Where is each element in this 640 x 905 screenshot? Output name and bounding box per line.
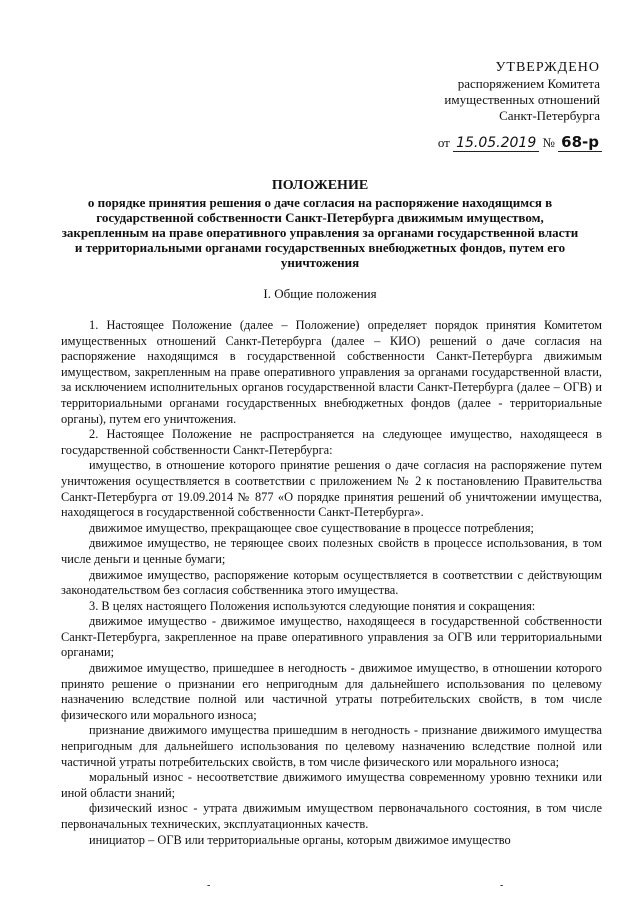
paragraph: движимое имущество, не теряющее своих полезных свойств в процессе использования, в том числе деньги и ценные бумаги;: [61, 536, 602, 566]
approval-heading: УТВЕРЖДЕНО: [495, 60, 600, 75]
number-label: №: [542, 135, 555, 150]
approval-stamp: [444, 60, 600, 124]
scan-mark: -: [207, 880, 211, 891]
paragraph: признание движимого имущества пришедшим в негодность - признание движимого имущества непригодным для дальнейшего использования по целевому назначению вследствие полной или частичной утраты потребительских свойств, в том числе физического или морального износа;: [61, 723, 602, 769]
title-main: ПОЛОЖЕНИЕ: [271, 178, 369, 193]
document-body: [61, 318, 602, 848]
approval-line-1: распоряжением Комитета: [457, 76, 600, 91]
paragraph: движимое имущество, прекращающее свое существование в процессе потребления;: [89, 520, 534, 535]
paragraph: 3. В целях настоящего Положения используются следующие понятия и сокращения:: [89, 598, 536, 613]
paragraph: инициатор – ОГВ или территориальные органы, которым движимое имущество: [89, 832, 511, 847]
paragraph: имущество, в отношение которого принятие решения о даче согласия на распоряжение путем уничтожения осуществляется в соответствии с приложением № 2 к постановлению Правительства Санкт-Петербурга от 19.09.2014 № 877 «О порядке принятия решений об уничтожении имущества, находящегося в государственной собственности Санкт-Петербурга».: [61, 458, 602, 520]
paragraph: 1. Настоящее Положение (далее – Положение) определяет порядок принятия Комитетом имущественных отношений Санкт-Петербурга (далее – КИО) решений о даче согласия на распоряжение находящимся в государственной собственности Санкт-Петербурга движимым имуществом, закрепленным на праве оперативного управления за органами государственной власти, за исключением исполнительных органов государственной власти Санкт-Петербурга (далее – ОГВ) и территориальными органами государственных внебюджетных фондов (далее - территориальные органы), путем его уничтожения.: [61, 318, 602, 426]
order-number: 68-р: [558, 133, 602, 152]
title-subtitle: о порядке принятия решения о даче согласия на распоряжение находящимся в государственной собственности Санкт-Петербурга движимым имуществом, закрепленным на праве оперативного управления за органами государственной власти и территориальными органами государственных внебюджетных фондов, путем его уничтожения: [61, 195, 579, 270]
document-title: [60, 178, 580, 270]
order-date: 15.05.2019: [453, 135, 539, 152]
paragraph: моральный износ - несоответствие движимого имущества современному уровню техники или иной области знаний;: [61, 770, 602, 800]
paragraph: движимое имущество - движимое имущество, находящееся в государственной собственности Санкт-Петербурга, закрепленное на праве оперативного управления за ОГВ или территориальными органами;: [61, 614, 602, 660]
paragraph: 2. Настоящее Положение не распространяется на следующее имущество, находящееся в государственной собственности Санкт-Петербурга:: [61, 427, 602, 457]
date-prefix: от: [437, 135, 450, 150]
approval-line-3: Санкт-Петербурга: [499, 108, 600, 123]
paragraph: физический износ - утрата движимым имуществом первоначального состояния, в том числе первоначальных технических, эксплуатационных качеств.: [61, 801, 602, 831]
section-heading: I. Общие положения: [263, 286, 377, 301]
paragraph: движимое имущество, распоряжение которым осуществляется в соответствии с действующим законодательством без согласия собственника этого имущества.: [61, 567, 602, 598]
order-date-number: [438, 133, 602, 151]
paragraph: движимое имущество, пришедшее в негодность - движимое имущество, в отношении которого принято решение о признании его непригодным для дальнейшего использования по целевому назначению вследствие полной или частичной утраты потребительских свойств, в том числе физического или морального износа;: [61, 661, 602, 722]
scan-mark: -: [500, 880, 504, 891]
approval-line-2: имущественных отношений: [444, 92, 600, 107]
